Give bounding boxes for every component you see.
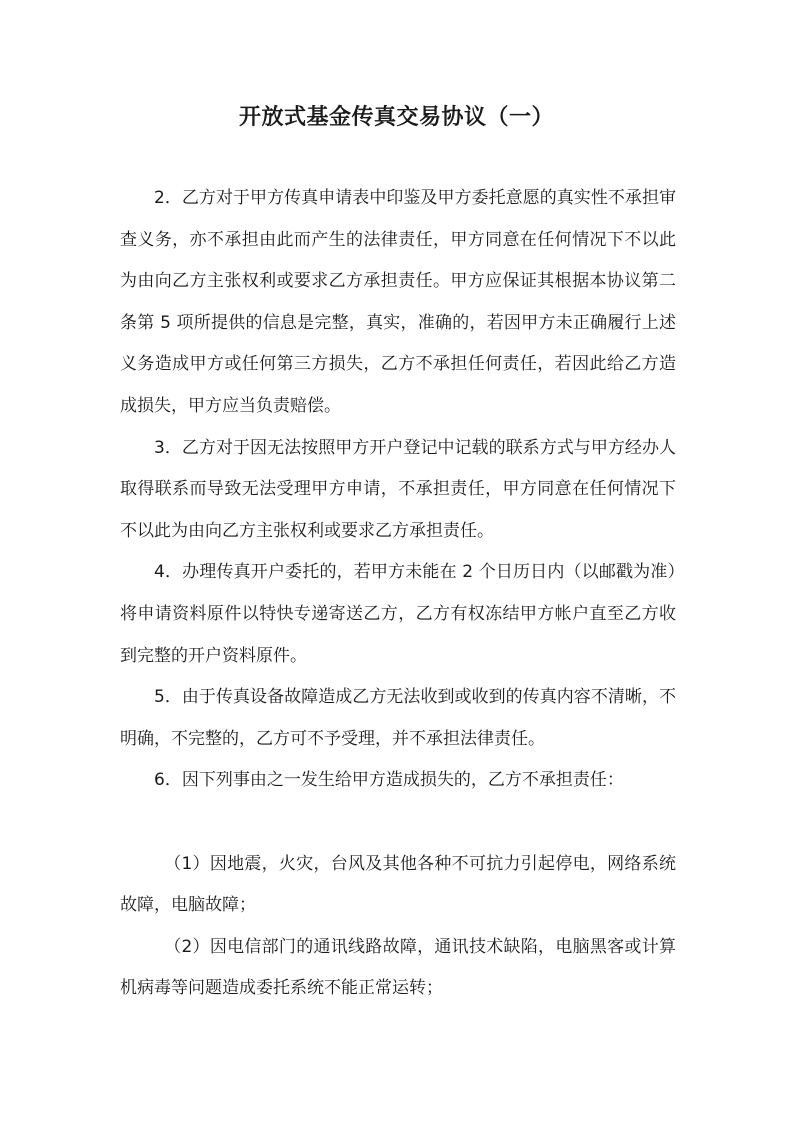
paragraph-clause-6: 6．因下列事由之一发生给甲方造成损失的，乙方不承担责任：: [154, 770, 624, 791]
paragraph-clause-5: 5．由于传真设备故障造成乙方无法收到或收到的传真内容不清晰，不明确，不完整的，乙方可不予受理，并不承担法律责任。: [120, 687, 676, 749]
paragraph-clause-3: 3．乙方对于因无法按照甲方开户登记中记载的联系方式与甲方经办人取得联系而导致无法受理甲方申请，不承担责任，甲方同意在任何情况下不以此为由向乙方主张权利或要求乙方承担责任。: [120, 437, 676, 541]
list-item-1: （1）因地震，火灾，台风及其他各种不可抗力引起停电，网络系统故障，电脑故障；: [120, 853, 676, 916]
blank-line: [120, 802, 676, 844]
document-body: [120, 178, 676, 1010]
paragraph-clause-4: 4．办理传真开户委托的，若甲方未能在 2 个日历日内（以邮戳为准）将申请资料原件以特快专递寄送乙方，乙方有权冻结甲方帐户直至乙方收到完整的开户资料原件。: [120, 562, 676, 666]
paragraph-clause-2: 2．乙方对于甲方传真申请表中印鉴及甲方委托意愿的真实性不承担审查义务，亦不承担由此而产生的法律责任，甲方同意在任何情况下不以此为由向乙方主张权利或要求乙方承担责任。甲方应保证其根据本协议第二条第 5 项所提供的信息是完整，真实，准确的，若因甲方未正确履行上述义务造成甲方或任何第三方损失，乙方不承担任何责任，若因此给乙方造成损失，甲方应当负责赔偿。: [120, 188, 676, 416]
list-item-2: （2）因电信部门的通讯线路故障，通讯技术缺陷，电脑黑客或计算机病毒等问题造成委托系统不能正常运转；: [120, 936, 676, 999]
document-title: 开放式基金传真交易协议（一）: [238, 105, 554, 130]
